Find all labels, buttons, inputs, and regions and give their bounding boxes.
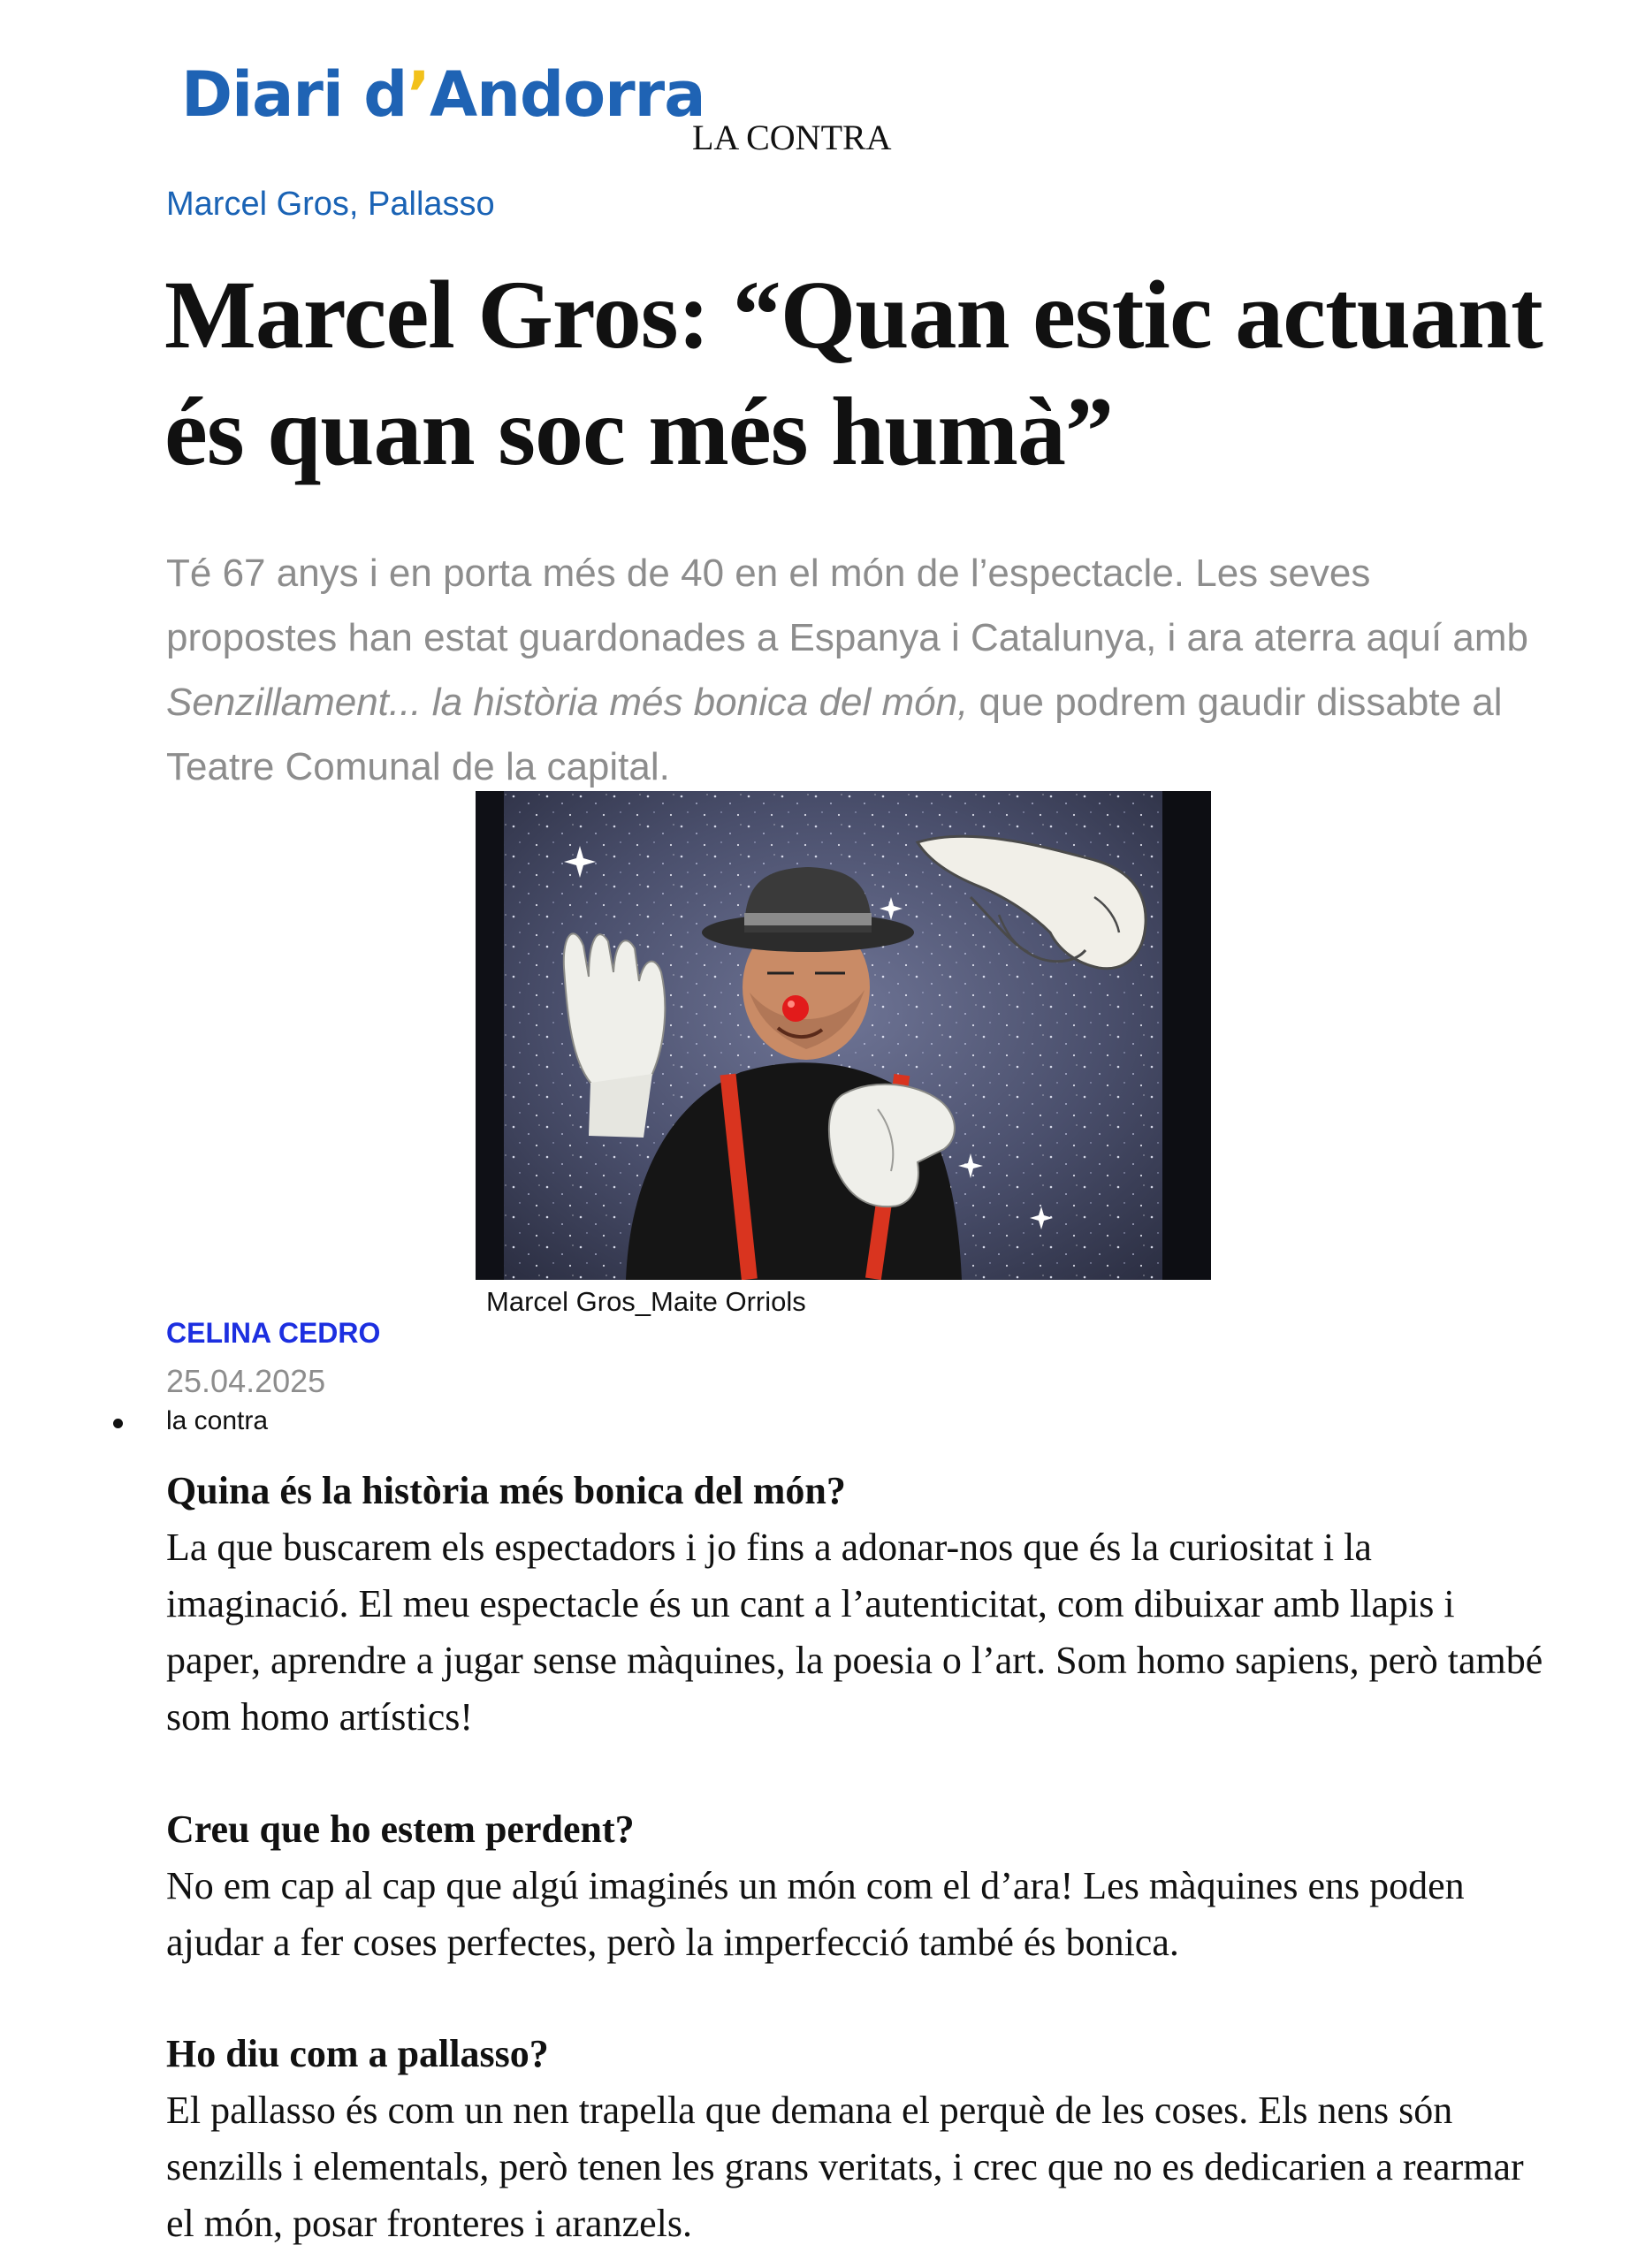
qa-question: Ho diu com a pallasso? xyxy=(166,2032,549,2075)
qa-question: Creu que ho estem perdent? xyxy=(166,1808,635,1851)
article-headline: Marcel Gros: “Quan estic actuant és quan soc més humà” xyxy=(164,261,1542,485)
tag-label[interactable]: la contra xyxy=(166,1406,269,1435)
article-kicker: Marcel Gros, Pallasso xyxy=(166,186,495,223)
qa-block xyxy=(166,2026,1545,2252)
qa-answer: No em cap al cap que algú imaginés un món com el d’ara! Les màquines ens poden ajudar a fer coses perfectes, però la imperfecció també és bonica. xyxy=(166,1864,1465,1964)
tag-item[interactable] xyxy=(110,1405,268,1437)
photo-caption: Marcel Gros_Maite Orriols xyxy=(486,1286,806,1317)
clown-photo-illustration xyxy=(476,791,1211,1280)
logo-text-part2: Andorra xyxy=(429,58,705,131)
qa-block xyxy=(166,1801,1545,1971)
logo-apostrophe: ’ xyxy=(407,58,430,131)
qa-answer: La que buscarem els espectadors i jo fins a adonar-nos que és la curiositat i la imaginació. El meu espectacle és un cant a l’autenticitat, com dibuixar amb llapis i paper, aprendre a jugar sense màquines, la poesia o l’art. Som homo sapiens, però també som homo artístics! xyxy=(166,1526,1543,1739)
section-label: LA CONTRA xyxy=(692,118,892,157)
article-author-link[interactable]: CELINA CEDRO xyxy=(166,1317,381,1349)
qa-question: Quina és la història més bonica del món? xyxy=(166,1469,846,1512)
article-photo xyxy=(476,791,1211,1280)
masthead-logo[interactable] xyxy=(181,58,705,131)
standfirst-show-title: Senzillament... la història més bonica del món, xyxy=(166,681,969,724)
logo-text-part1: Diari d xyxy=(181,58,408,131)
qa-answer: El pallasso és com un nen trapella que demana el perquè de les coses. Els nens són senzills i elementals, però tenen les grans veritats, i crec que no es dedicarien a rearmar el món, posar fronteres i aranzels. xyxy=(166,2089,1524,2245)
standfirst-text-before: Té 67 anys i en porta més de 40 en el món de l’espectacle. Les seves propostes han estat guardonades a Espanya i Catalunya, i ara aterra aquí amb xyxy=(166,552,1528,659)
article-standfirst xyxy=(166,541,1545,799)
article-date: 25.04.2025 xyxy=(166,1363,326,1399)
standfirst-text-after: que podrem gaudir dissabte al Teatre Comunal de la capital. xyxy=(166,681,1503,788)
article-tags-list xyxy=(110,1405,268,1437)
qa-block xyxy=(166,1463,1545,1746)
